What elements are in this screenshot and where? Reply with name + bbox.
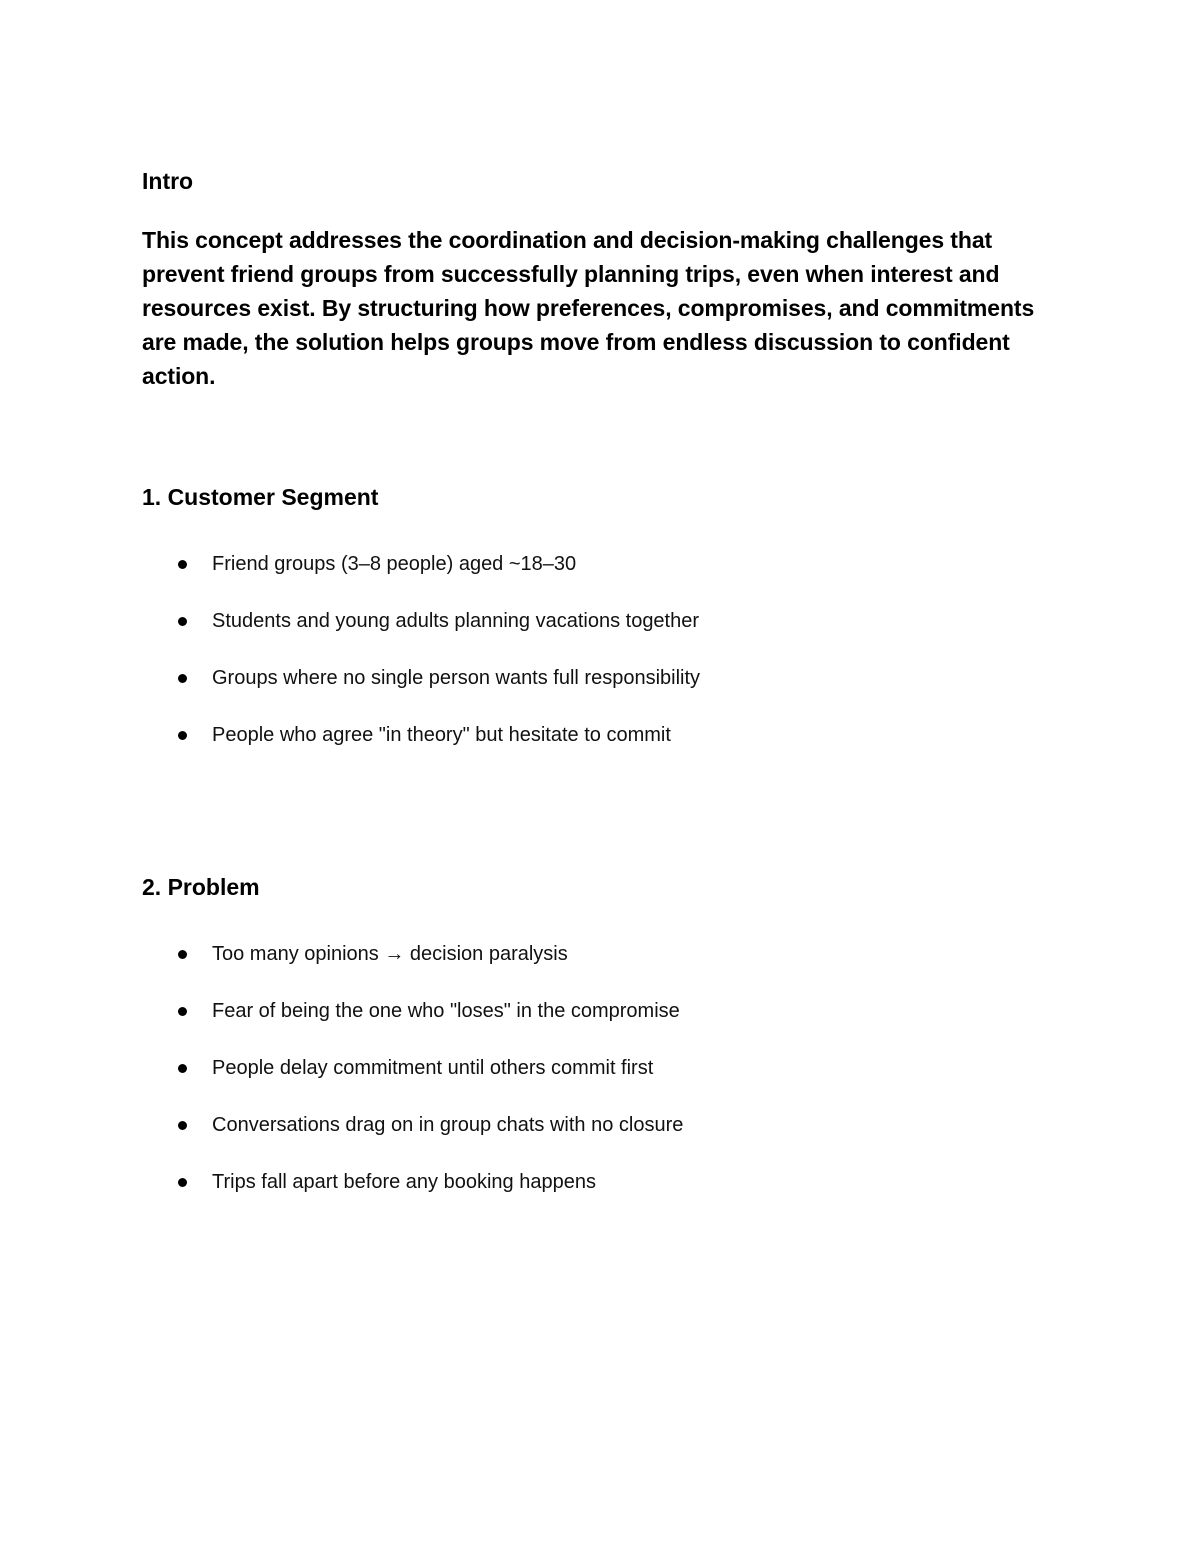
customer-segment-heading: 1. Customer Segment <box>142 484 379 510</box>
list-item <box>142 550 1072 579</box>
list-item-text: Friend groups (3–8 people) aged ~18–30 <box>212 553 577 575</box>
list-item-text: Fear of being the one who "loses" in the compromise <box>212 1000 680 1022</box>
bullet-icon <box>178 1064 187 1073</box>
list-item <box>142 607 1072 636</box>
list-item <box>142 1054 1072 1083</box>
list-item-text: Groups where no single person wants full responsibility <box>212 667 701 689</box>
list-item-text: Conversations drag on in group chats with no closure <box>212 1114 684 1136</box>
bullet-icon <box>178 560 187 569</box>
list-item <box>142 997 1072 1026</box>
list-item <box>142 1111 1072 1140</box>
intro-heading: Intro <box>142 168 194 194</box>
list-item <box>142 664 1072 693</box>
list-item <box>142 940 1072 969</box>
document-content <box>142 166 1072 1225</box>
bullet-icon <box>178 617 187 626</box>
bullet-icon <box>178 674 187 683</box>
list-item <box>142 1168 1072 1197</box>
bullet-icon <box>178 950 187 959</box>
list-item-text: Trips fall apart before any booking happens <box>212 1171 596 1193</box>
list-item-text: Students and young adults planning vacations together <box>212 610 700 632</box>
bullet-icon <box>178 1121 187 1130</box>
bullet-icon <box>178 1007 187 1016</box>
bullet-icon <box>178 1178 187 1187</box>
bullet-icon <box>178 731 187 740</box>
list-item-text: Too many opinions → decision paralysis <box>212 943 568 965</box>
problem-heading: 2. Problem <box>142 874 260 900</box>
customer-segment-list <box>142 550 1072 750</box>
list-item-text: People delay commitment until others commit first <box>212 1057 654 1079</box>
list-item <box>142 721 1072 750</box>
list-item-text: People who agree "in theory" but hesitate to commit <box>212 724 671 746</box>
intro-paragraph: This concept addresses the coordination and decision-making challenges that prevent friend groups from successfully planning trips, even when interest and resources exist. By structuring how preferences, compromises, and commitments are made, the solution helps groups move from endless discussion to confident action. <box>142 227 1035 389</box>
problem-list <box>142 940 1072 1197</box>
